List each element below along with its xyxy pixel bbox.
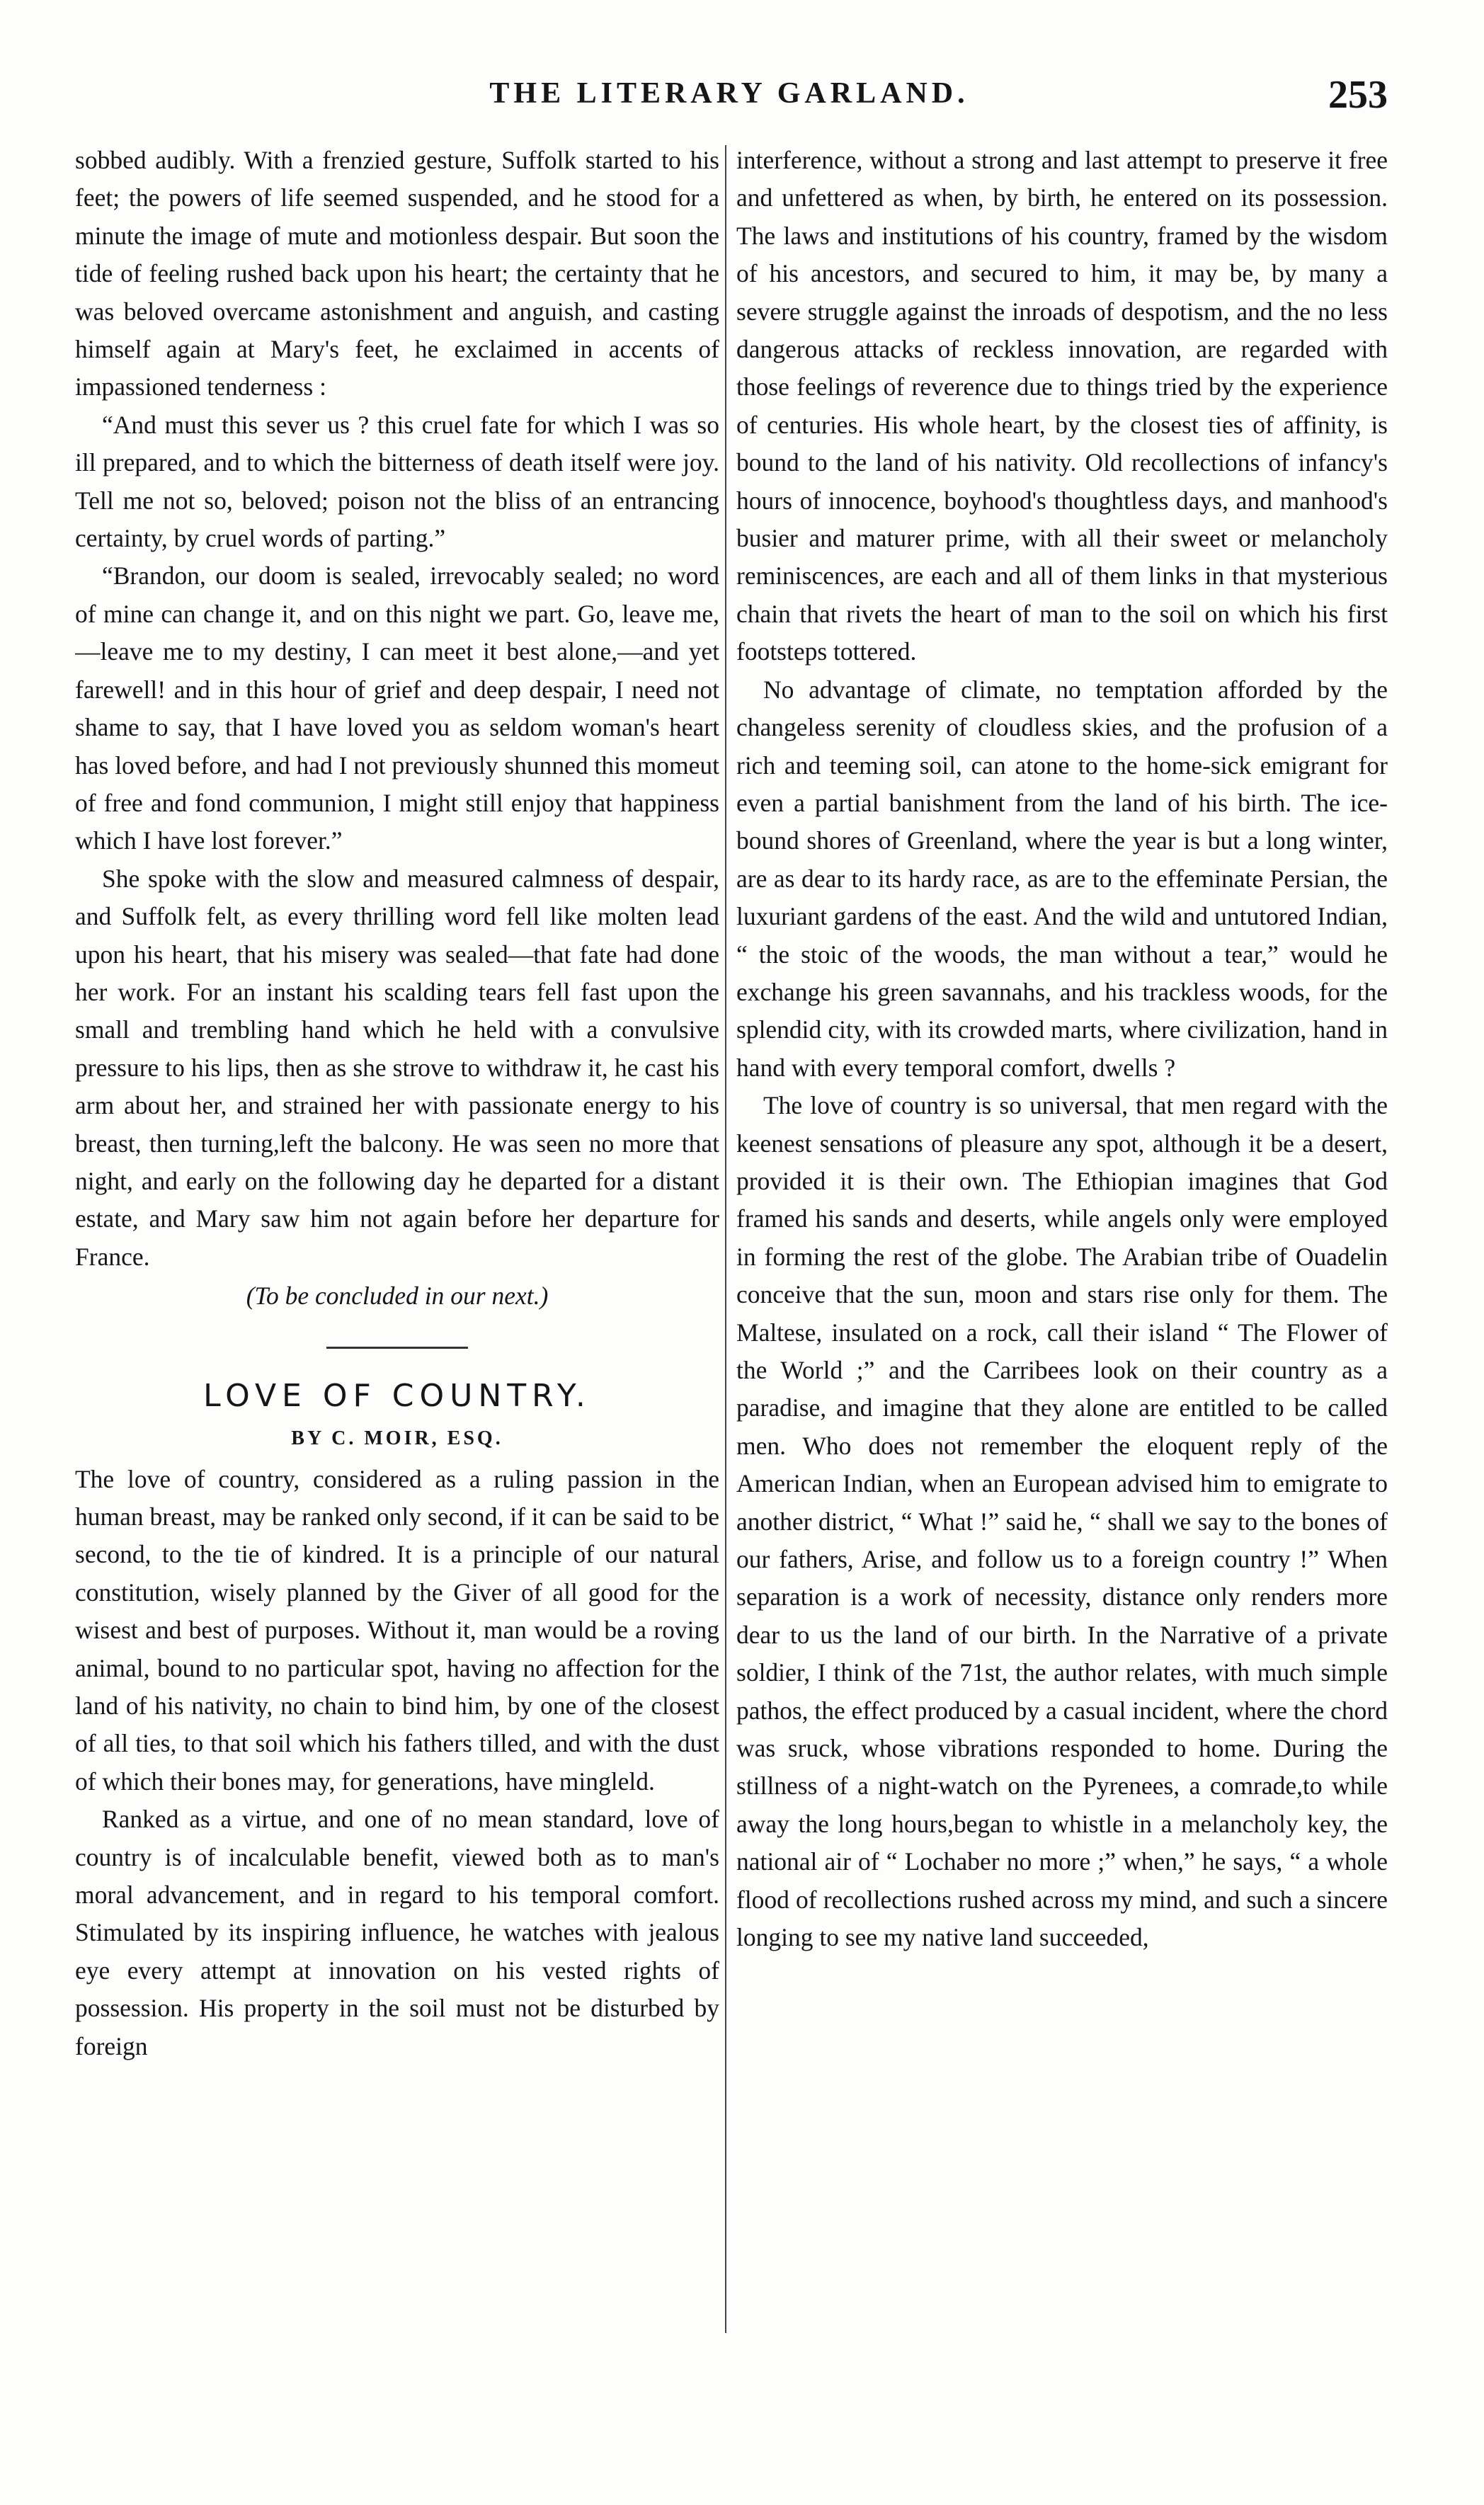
right-column	[736, 142, 1388, 2464]
article-title: LOVE OF COUNTRY.	[203, 1377, 591, 1414]
section-divider	[326, 1347, 468, 1349]
article-byline: BY C. MOIR, ESQ.	[291, 1427, 503, 1449]
page-number: 253	[1328, 73, 1388, 117]
article-paragraph: interference, without a strong and last attempt to preserve it free and unfettered as when, by birth, he entered on its possession. The laws and institutions of his country, framed by the wisdom of his ancestors, and secured to him, it may be, by many a severe struggle against the inroads of despotism, and the no less dangerous attacks of reckless innovation, are regarded with those feelings of reverence due to things tried by the experience of centuries. His whole heart, by the closest ties of affinity, is bound to the land of his nativity. Old recollections of infancy's hours of innocence, boyhood's thoughtless days, and manhood's busier and maturer prime, with all their sweet or melancholy reminiscences, are each and all of them links in that mysterious chain that rivets the heart of man to the soil on which his first footsteps tottered.	[736, 146, 1388, 666]
story-paragraph: “Brandon, our doom is sealed, irrevocably sealed; no word of mine can change it, and on this night we part. Go, leave me,—leave me to my destiny, I can meet it best alone,—and yet farewell! and in this hour of grief and deep despair, I need not shame to say, that I have loved you as seldom woman's heart has loved before, and had I not previously shunned this momeut of free and fond communion, I might still enjoy that happiness which I have lost forever.”	[75, 561, 719, 855]
article-paragraph: No advantage of climate, no temptation afforded by the changeless serenity of cloudless skies, and the profusion of a rich and teeming soil, can atone to the home-sick emigrant for even a partial banishment from the land of his birth. The ice-bound shores of Greenland, where the year is but a long winter, are as dear to its hardy race, as are to the effeminate Persian, the luxuriant gardens of the east. And the wild and untutored Indian, “ the stoic of the woods, the man without a tear,” would he exchange his green savannahs, and his trackless woods, for the splendid city, with its crowded marts, where civilization, hand in hand with every temporal comfort, dwells ?	[736, 675, 1388, 1082]
page-header	[71, 73, 1388, 126]
left-column	[75, 142, 719, 2464]
running-title: THE LITERARY GARLAND.	[489, 77, 969, 110]
continued-note: (To be concluded in our next.)	[246, 1282, 549, 1311]
story-paragraph: “And must this sever us ? this cruel fate for which I was so ill prepared, and to which the bitterness of death itself were joy. Tell me not so, beloved; poison not the bliss of an entrancing certainty, by cruel words of parting.”	[75, 410, 719, 553]
column-divider-rule	[725, 145, 726, 2333]
article-paragraph: The love of country, considered as a ruling passion in the human breast, may be ranked only second, if it can be said to be second, to the tie of kindred. It is a principle of our natural constitution, wisely planned by the Giver of all good for the wisest and best of purposes. Without it, man would be a roving animal, bound to no particular spot, having no affection for the land of his nativity, no chain to bind him, by one of the closest of all ties, to that soil which his fathers tilled, and with the dust of which their bones may, for generations, have mingleld.	[75, 1464, 719, 1796]
story-paragraph: She spoke with the slow and measured calmness of despair, and Suffolk felt, as every thrilling word fell like molten lead upon his heart, that his misery was sealed—that fate had done her work. For an instant his scalding tears fell fast upon the small and trembling hand which he held with a convulsive pressure to his lips, then as she strove to withdraw it, he cast his arm about her, and strained her with passionate energy to his breast, then turning,left the balcony. He was seen no more that night, and early on the following day he departed for a distant estate, and Mary saw him not again before her departure for France.	[75, 864, 719, 1271]
article-paragraph: Ranked as a virtue, and one of no mean standard, love of country is of incalculable benefit, viewed both as to man's moral advancement, and in regard to his temporal comfort. Stimulated by its inspiring influence, he watches with jealous eye every attempt at innovation on his vested rights of possession. His property in the soil must not be disturbed by foreign	[75, 1805, 719, 2060]
story-paragraph: sobbed audibly. With a frenzied gesture, Suffolk started to his feet; the powers of life seemed suspended, and he stood for a minute the image of mute and motionless despair. But soon the tide of feeling rushed back upon his heart; the certainty that he was beloved overcame astonishment and anguish, and casting himself again at Mary's feet, he exclaimed in accents of impassioned tenderness :	[75, 146, 719, 401]
article-paragraph: The love of country is so universal, that men regard with the keenest sensations of pleasure any spot, although it be a desert, provided it is their own. The Ethiopian imagines that God framed his sands and deserts, while angels only were employed in forming the rest of the globe. The Arabian tribe of Ouadelin conceive that the sun, moon and stars rise only for them. The Maltese, insulated on a rock, call their island “ The Flower of the World ;” and the Carribees look on their country as a paradise, and imagine that they alone are entitled to be called men. Who does not remember the eloquent reply of the American Indian, when an European advised him to emigrate to another district, “ What !” said he, “ shall we say to the bones of our fathers, Arise, and follow us to a foreign country !” When separation is a work of necessity, distance only renders more dear to us the land of our birth. In the Narrative of a private soldier, I think of the 71st, the author relates, with much simple pathos, the effect produced by a casual incident, where the chord was sruck, whose vibrations responded to home. During the stillness of a night-watch on the Pyrenees, a comrade,to while away the long hours,began to whistle in a melancholy key, the national air of “ Lochaber no more ;” when,” he says, “ a whole flood of recollections rushed across my mind, and such a sincere longing to see my native land succeeded,	[736, 1091, 1388, 1952]
